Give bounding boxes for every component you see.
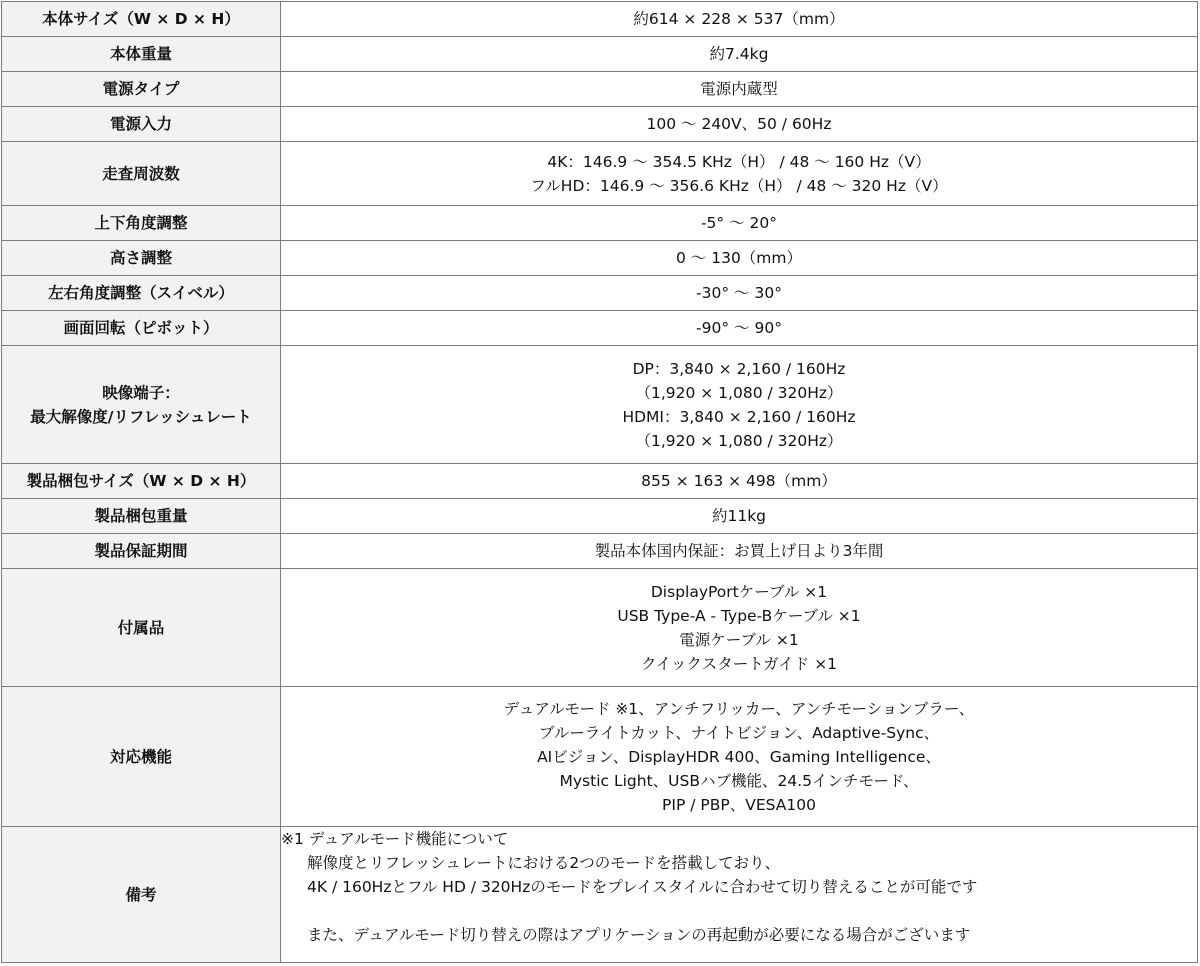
- row-label: 画面回転（ピボット）: [2, 311, 281, 346]
- table-row: [2, 206, 1198, 241]
- value-line: クイックスタートガイド ×1: [640, 654, 838, 673]
- row-value: [281, 206, 1198, 241]
- value-line: 100 ～ 240V、50 / 60Hz: [646, 115, 832, 133]
- row-label: 電源タイプ: [2, 72, 281, 107]
- value-line: 約614 × 228 × 537（mm）: [633, 10, 845, 28]
- row-value: [281, 687, 1198, 827]
- table-row: [2, 2, 1198, 37]
- table-row: [2, 37, 1198, 72]
- row-label: 備考: [2, 827, 281, 963]
- row-label: 左右角度調整（スイベル）: [2, 276, 281, 311]
- row-label: [2, 346, 281, 464]
- note-line: また、デュアルモード切り替えの際はアプリケーションの再起動が必要になる場合がございます: [307, 926, 971, 944]
- table-row: [2, 276, 1198, 311]
- row-label: 本体サイズ（W × D × H）: [2, 2, 281, 37]
- value-line: （1,920 × 1,080 / 320Hz）: [635, 431, 843, 450]
- row-label: 走査周波数: [2, 142, 281, 206]
- row-label: 本体重量: [2, 37, 281, 72]
- table-row: [2, 142, 1198, 206]
- value-line: 4K：146.9 ～ 354.5 KHz（H） / 48 ～ 160 Hz（V）: [547, 152, 931, 171]
- notes-cell: [281, 827, 1198, 963]
- row-label: 対応機能: [2, 687, 281, 827]
- table-row: [2, 72, 1198, 107]
- note-line: 解像度とリフレッシュレートにおける2つのモードを搭載しており、: [307, 854, 781, 872]
- note-line: 4K / 160Hzとフル HD / 320Hzのモードをプレイスタイルに合わせて切り替えることが可能です: [307, 878, 978, 896]
- table-row: [2, 827, 1198, 963]
- row-value: [281, 276, 1198, 311]
- table-row: [2, 499, 1198, 534]
- table-row: [2, 346, 1198, 464]
- row-value: [281, 107, 1198, 142]
- table-row: [2, 107, 1198, 142]
- row-value: [281, 241, 1198, 276]
- row-value: [281, 569, 1198, 687]
- row-value: [281, 311, 1198, 346]
- row-label: 上下角度調整: [2, 206, 281, 241]
- value-line: 約7.4kg: [709, 45, 769, 63]
- value-line: 0 ～ 130（mm）: [676, 249, 802, 267]
- value-line: 約11kg: [711, 507, 767, 525]
- row-value: [281, 346, 1198, 464]
- value-line: 855 × 163 × 498（mm）: [641, 472, 837, 490]
- label-line: 最大解像度/リフレッシュレート: [30, 407, 252, 426]
- row-value: [281, 534, 1198, 569]
- row-value: [281, 37, 1198, 72]
- value-line: DisplayPortケーブル ×1: [650, 582, 828, 601]
- spec-table: [1, 1, 1198, 963]
- value-line: DP：3,840 × 2,160 / 160Hz: [632, 359, 846, 378]
- value-line: Mystic Light、USBハブ機能、24.5インチモード、: [559, 771, 919, 790]
- value-line: PIP / PBP、VESA100: [662, 795, 816, 814]
- table-row: [2, 241, 1198, 276]
- value-line: ブルーライトカット、ナイトビジョン、Adaptive-Sync、: [538, 723, 940, 742]
- table-row: [2, 311, 1198, 346]
- row-label: 製品保証期間: [2, 534, 281, 569]
- row-label: 付属品: [2, 569, 281, 687]
- table-row: [2, 534, 1198, 569]
- row-label: 製品梱包サイズ（W × D × H）: [2, 464, 281, 499]
- value-line: デュアルモード ※1、アンチフリッカー、アンチモーションブラー、: [503, 699, 975, 718]
- value-line: 電源ケーブル ×1: [679, 630, 799, 649]
- value-line: 製品本体国内保証：お買上げ日より3年間: [594, 542, 884, 560]
- row-label: 高さ調整: [2, 241, 281, 276]
- row-value: [281, 499, 1198, 534]
- value-line: -30° ～ 30°: [696, 284, 782, 302]
- value-line: フルHD：146.9 ～ 356.6 KHz（H） / 48 ～ 320 Hz（V）: [530, 176, 948, 195]
- row-label: 電源入力: [2, 107, 281, 142]
- row-label: 製品梱包重量: [2, 499, 281, 534]
- value-line: 電源内蔵型: [700, 80, 778, 98]
- row-value: [281, 142, 1198, 206]
- value-line: （1,920 × 1,080 / 320Hz）: [635, 383, 843, 402]
- row-value: [281, 72, 1198, 107]
- note-spacer: [281, 899, 1197, 923]
- value-line: USB Type-A - Type-Bケーブル ×1: [617, 606, 861, 625]
- value-line: -5° ～ 20°: [700, 214, 778, 232]
- row-value: [281, 2, 1198, 37]
- value-line: -90° ～ 90°: [696, 319, 782, 337]
- table-row: [2, 464, 1198, 499]
- value-line: HDMI：3,840 × 2,160 / 160Hz: [622, 407, 856, 426]
- label-line: 映像端子：: [102, 383, 180, 402]
- table-row: [2, 687, 1198, 827]
- row-value: [281, 464, 1198, 499]
- note-heading: ※1 デュアルモード機能について: [281, 830, 509, 848]
- value-line: AIビジョン、DisplayHDR 400、Gaming Intelligence、: [537, 747, 941, 766]
- table-row: [2, 569, 1198, 687]
